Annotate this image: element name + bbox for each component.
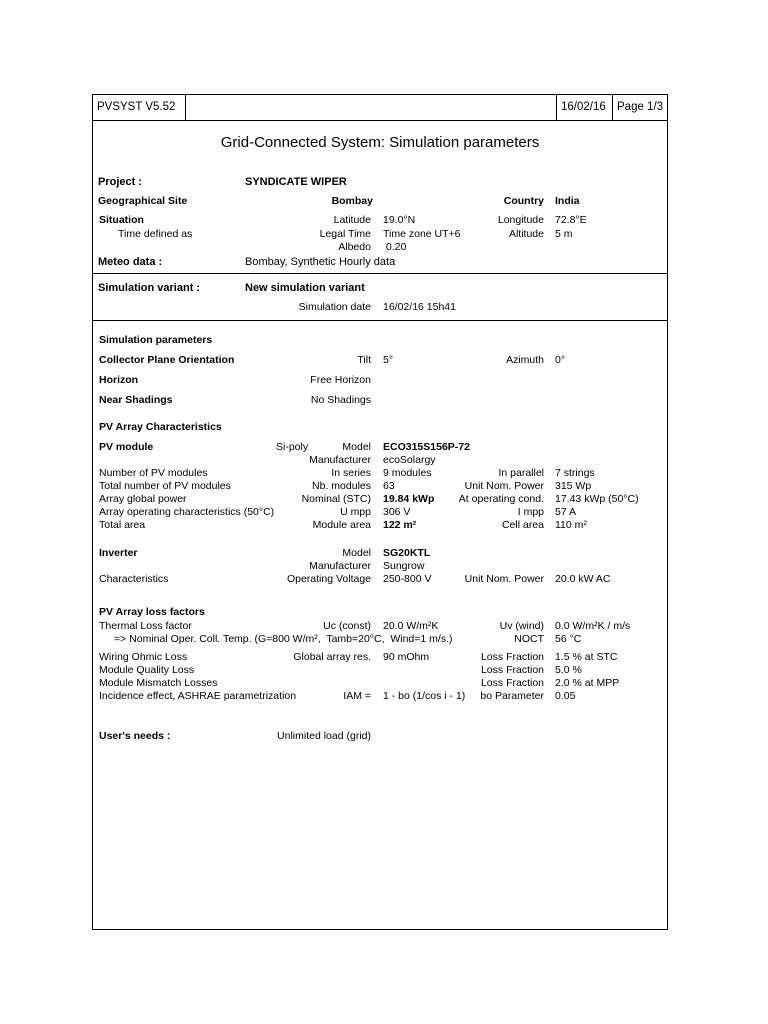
variant-label: Simulation variant :: [98, 282, 201, 294]
ohmic-res-label: Global array res.: [293, 651, 371, 663]
unit-power-value: 315 Wp: [555, 480, 592, 492]
quality-label: Module Quality Loss: [99, 664, 195, 676]
cell-area-label: Cell area: [501, 519, 544, 531]
latitude-value: 19.0°N: [383, 214, 416, 226]
inverter-model-label: Model: [342, 547, 371, 559]
ohmic-res-value: 90 mOhm: [383, 651, 430, 663]
software-version: PVSYST V5.52: [97, 101, 176, 113]
impp-label: I mpp: [517, 506, 544, 518]
shading-label: Near Shadings: [99, 394, 173, 406]
pvarray-heading: PV Array Characteristics: [99, 421, 222, 433]
quality-lf-value: 5.0 %: [555, 664, 582, 676]
series-value: 9 modules: [383, 467, 432, 479]
umpp-label: U mpp: [340, 506, 371, 518]
incidence-label: Incidence effect, ASHRAE parametrization: [99, 690, 297, 702]
pv-technology: Si-poly: [276, 441, 309, 453]
header-separator: [556, 94, 557, 120]
collector-label: Collector Plane Orientation: [99, 354, 235, 366]
variant-name: New simulation variant: [245, 282, 365, 294]
mismatch-lf-value: 2.0 % at MPP: [555, 677, 620, 689]
header-separator: [612, 94, 613, 120]
albedo-value: 0.20: [383, 241, 407, 253]
umpp-value: 306 V: [383, 506, 411, 518]
series-label: In series: [331, 467, 371, 479]
ohmic-lf-label: Loss Fraction: [480, 651, 544, 663]
manufacturer-value: ecoSolargy: [383, 454, 436, 466]
country-label: Country: [503, 195, 544, 207]
ohmic-lf-value: 1.5 % at STC: [555, 651, 618, 663]
manufacturer-label: Manufacturer: [309, 454, 371, 466]
legal-time-label: Legal Time: [319, 228, 371, 240]
opchar-label: Array operating characteristics (50°C): [99, 506, 275, 518]
noct-value: 56 °C: [555, 633, 582, 645]
pv-module-label: PV module: [99, 441, 154, 453]
altitude-label: Altitude: [508, 228, 544, 240]
unit-power-label: Unit Nom. Power: [464, 480, 544, 492]
page-title: Grid-Connected System: Simulation parameters: [220, 134, 540, 151]
header-separator: [185, 94, 186, 120]
inverter-manufacturer-label: Manufacturer: [309, 560, 371, 572]
nb-modules-value: 63: [383, 480, 395, 492]
meteo-value: Bombay, Synthetic Hourly data: [245, 256, 396, 268]
tilt-value: 5°: [383, 354, 394, 366]
situation-label: Situation: [99, 214, 144, 226]
inverter-power-value: 20.0 kW AC: [555, 573, 611, 585]
tilt-label: Tilt: [357, 354, 371, 366]
nominal-value: 19.84 kWp: [383, 493, 435, 505]
quality-lf-label: Loss Fraction: [480, 664, 544, 676]
azimuth-label: Azimuth: [506, 354, 544, 366]
impp-value: 57 A: [555, 506, 577, 518]
longitude-label: Longitude: [497, 214, 544, 226]
bo-label: bo Parameter: [480, 690, 544, 702]
longitude-value: 72.8°E: [555, 214, 587, 226]
global-power-label: Array global power: [99, 493, 187, 505]
sim-date-label: Simulation date: [298, 301, 371, 313]
altitude-value: 5 m: [555, 228, 573, 240]
inverter-char-label: Characteristics: [99, 573, 169, 585]
cell-area-value: 110 m²: [555, 519, 587, 531]
bo-value: 0.05: [555, 690, 576, 702]
operating-voltage-label: Operating Voltage: [286, 573, 371, 585]
inverter-label: Inverter: [99, 547, 138, 559]
mismatch-label: Module Mismatch Losses: [99, 677, 218, 689]
geo-label: Geographical Site: [98, 195, 188, 207]
uc-label: Uc (const): [323, 620, 371, 632]
simparams-heading: Simulation parameters: [99, 334, 213, 346]
thermal-label: Thermal Loss factor: [99, 620, 192, 632]
country-value: India: [555, 195, 580, 207]
section-divider: [92, 273, 668, 274]
noct-text: => Nominal Oper. Coll. Temp. (G=800 W/m², Tamb=20°C, Wind=1 m/s.): [114, 633, 453, 645]
horizon-label: Horizon: [99, 374, 139, 386]
model-label: Model: [342, 441, 371, 453]
needs-label: User's needs :: [99, 730, 171, 742]
operating-voltage-value: 250-800 V: [383, 573, 432, 585]
iam-value: 1 - bo (1/cos i - 1): [383, 690, 466, 702]
inverter-manufacturer-value: Sungrow: [383, 560, 425, 572]
page-number: Page 1/3: [617, 101, 664, 113]
albedo-label: Albedo: [338, 241, 371, 253]
inverter-model-value: SG20KTL: [383, 547, 431, 559]
legal-time-value: Time zone UT+6: [383, 228, 461, 240]
mismatch-lf-label: Loss Fraction: [480, 677, 544, 689]
project-label: Project :: [98, 176, 143, 188]
nominal-label: Nominal (STC): [301, 493, 371, 505]
operating-label: At operating cond.: [458, 493, 544, 505]
section-divider: [92, 320, 668, 321]
sim-date-value: 16/02/16 15h41: [383, 301, 456, 313]
meteo-label: Meteo data :: [98, 256, 163, 268]
parallel-value: 7 strings: [555, 467, 595, 479]
horizon-value: Free Horizon: [310, 374, 371, 386]
noct-label: NOCT: [514, 633, 544, 645]
uv-label: Uv (wind): [499, 620, 544, 632]
azimuth-value: 0°: [555, 354, 566, 366]
nb-modules-label: Nb. modules: [312, 480, 371, 492]
geo-value: Bombay: [331, 195, 373, 207]
ohmic-label: Wiring Ohmic Loss: [99, 651, 188, 663]
uv-value: 0.0 W/m²K / m/s: [555, 620, 631, 632]
module-area-label: Module area: [312, 519, 371, 531]
total-area-label: Total area: [99, 519, 146, 531]
parallel-label: In parallel: [498, 467, 544, 479]
uc-value: 20.0 W/m²K: [383, 620, 439, 632]
latitude-label: Latitude: [333, 214, 371, 226]
shading-value: No Shadings: [310, 394, 371, 406]
project-name: SYNDICATE WIPER: [245, 176, 347, 188]
header-divider: [92, 120, 668, 121]
iam-label: IAM =: [343, 690, 371, 702]
operating-value: 17.43 kWp (50°C): [555, 493, 639, 505]
inverter-power-label: Unit Nom. Power: [464, 573, 544, 585]
time-defined-label: Time defined as: [118, 228, 193, 240]
losses-heading: PV Array loss factors: [99, 606, 205, 618]
needs-value: Unlimited load (grid): [277, 730, 371, 742]
report-date: 16/02/16: [561, 101, 606, 113]
num-modules-label: Number of PV modules: [99, 467, 208, 479]
total-modules-label: Total number of PV modules: [99, 480, 231, 492]
model-value: ECO315S156P-72: [383, 441, 470, 453]
module-area-value: 122 m²: [383, 519, 417, 531]
